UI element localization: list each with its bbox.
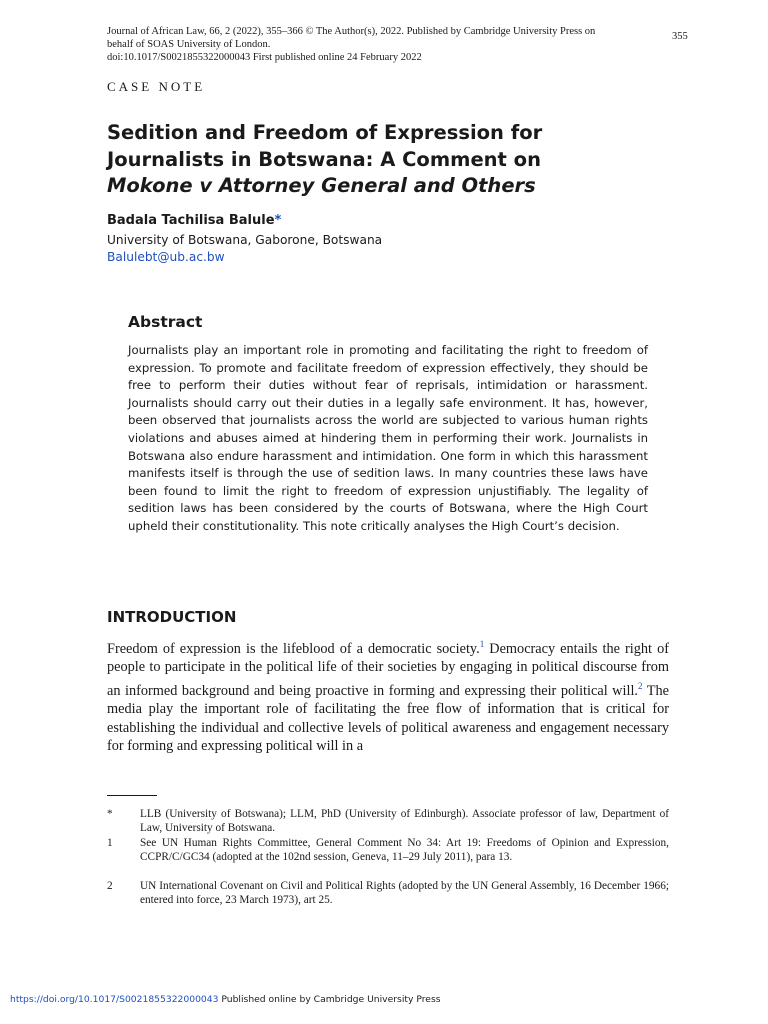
title-line-3: Mokone v Attorney General and Others <box>107 174 536 197</box>
title-line-2: Journalists in Botswana: A Comment on <box>107 147 541 171</box>
header-line-3: doi:10.1017/S0021855322000043 First published online 24 February 2022 <box>107 52 422 63</box>
author-affiliation: University of Botswana, Gaborone, Botswana <box>107 233 383 247</box>
footnote-divider <box>107 795 157 796</box>
header-line-1: Journal of African Law, 66, 2 (2022), 355–366 © The Author(s), 2022. Published by Cambridge University Press on <box>107 26 596 37</box>
author-email-link[interactable]: Balulebt@ub.ac.bw <box>107 250 225 264</box>
author-name: Badala Tachilisa Balule <box>107 213 275 228</box>
footnote-text: LLB (University of Botswana); LLM, PhD (University of Edinburgh). Associate professor of law, Department of Law, University of Botswana. <box>140 808 669 834</box>
footnote-mark: * <box>107 808 113 820</box>
abstract-text: Journalists play an important role in promoting and facilitating the right to freedom of expression. To promote and facilitate freedom of expression effectively, they should be free to perform their duties without fear of reprisals, intimidation or harassment. Journalists should carry out their duties in a legally safe environment. It has, however, been observed that journalists across the world are subjected to various human rights violations and abuses aimed at hindering them in performing their work. Journalists in Botswana also endure harassment and intimidation. One form in which this harassment manifests itself is through the use of sedition laws. In many countries these laws have been found to limit the right to freedom of expression unjustifiably. The legality of sedition laws has been considered by the courts of Botswana, where the High Court upheld their constitutionality. This note critically analyses the High Court’s decision. <box>128 343 648 533</box>
author-block <box>107 213 281 228</box>
introduction-heading: INTRODUCTION <box>107 608 237 626</box>
footnote-mark: 1 <box>107 837 113 849</box>
section-label: CASE NOTE <box>107 79 206 94</box>
header-line-2: behalf of SOAS University of London. <box>107 39 271 50</box>
intro-text-1: Freedom of expression is the lifeblood of a democratic society. <box>107 640 480 657</box>
author-footnote-link[interactable]: * <box>274 213 282 228</box>
footnote-item <box>107 879 669 907</box>
journal-header <box>107 25 667 64</box>
article-title <box>107 120 667 200</box>
introduction-paragraph <box>107 635 669 756</box>
doi-link[interactable]: https://doi.org/10.1017/S0021855322000043 <box>10 994 219 1005</box>
footnote-text: See UN Human Rights Committee, General Comment No 34: Art 19: Freedoms of Opinion and Expression, CCPR/C/GC34 (adopted at the 102nd session, Geneva, 11–29 July 2011), para 13. <box>140 837 669 863</box>
footnote-ref-2[interactable]: 2 <box>638 680 643 691</box>
published-note: Published online by Cambridge University Press <box>218 994 441 1005</box>
abstract-heading: Abstract <box>128 313 203 331</box>
footnote-item <box>107 807 669 835</box>
footnote-text: UN International Covenant on Civil and Political Rights (adopted by the UN General Assembly, 16 December 1966; entered into force, 23 March 1973), art 25. <box>140 880 669 906</box>
intro-text-2: Democracy entails the right of people to participate in the political life of their societies by engaging in political discourse from an informed background and being proactive in forming and expressing their political will. <box>107 640 669 699</box>
page-number: 355 <box>672 31 688 42</box>
intro-text-3: The media play the important role of facilitating the free flow of information that is critical for establishing the individual and collective levels of political awareness and engagement necessary for forming and expressing political will in a <box>107 682 669 755</box>
title-line-1: Sedition and Freedom of Expression for <box>107 121 543 144</box>
footnote-mark: 2 <box>107 880 113 892</box>
footnote-ref-1[interactable]: 1 <box>479 639 485 649</box>
page-footer <box>10 994 441 1005</box>
footnote-item <box>107 836 669 864</box>
